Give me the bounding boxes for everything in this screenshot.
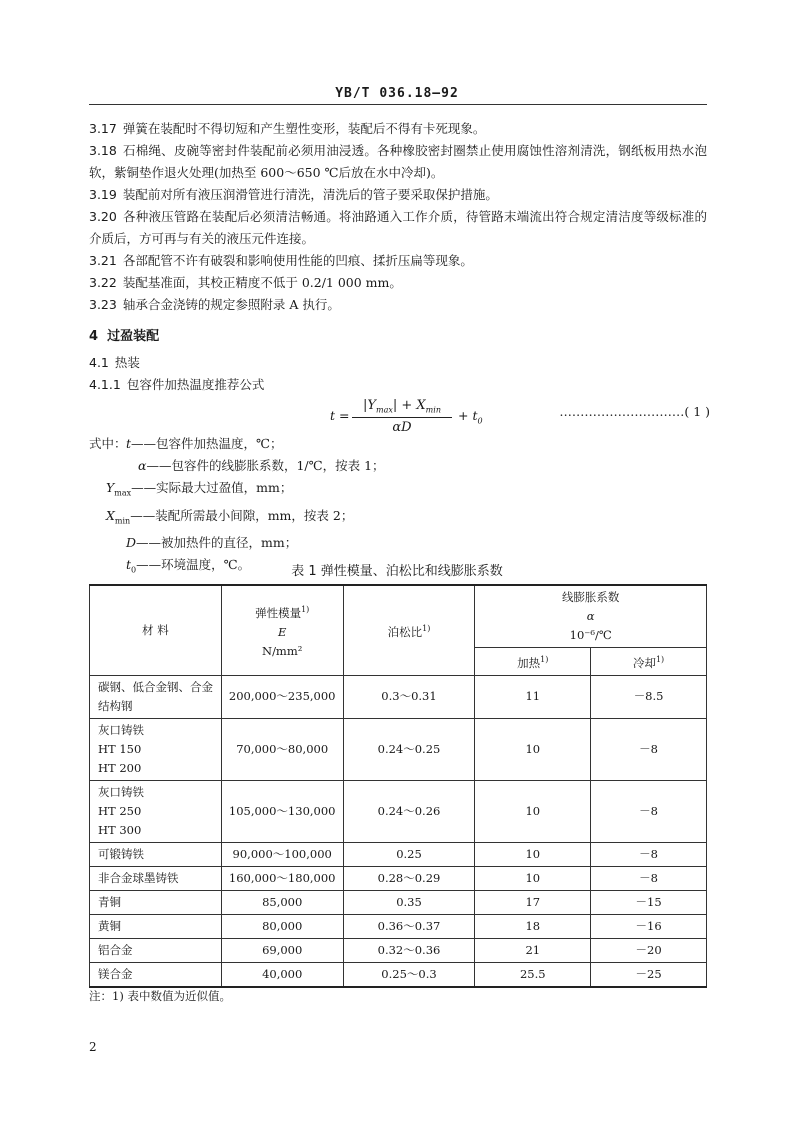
- cell-cooling: －16: [591, 914, 707, 938]
- cell-material: 镁合金: [90, 962, 222, 987]
- cell-cooling: －20: [591, 938, 707, 962]
- table-row: [90, 675, 707, 718]
- clause-number: 3.20: [89, 209, 117, 224]
- cell-poisson: 0.25～0.3: [343, 962, 475, 987]
- cell-poisson: 0.24～0.26: [343, 780, 475, 842]
- cell-material: 灰口铸铁 HT 250 HT 300: [90, 780, 222, 842]
- clause-3-23: [89, 294, 707, 316]
- cell-modulus: 200,000～235,000: [221, 675, 343, 718]
- header-poisson: 泊松比$^{1)}$: [343, 585, 475, 675]
- cell-heating: 10: [475, 866, 591, 890]
- table-row: [90, 780, 707, 842]
- variable-t: t——包容件加热温度，℃；: [126, 436, 283, 451]
- cell-material: 灰口铸铁 HT 150 HT 200: [90, 718, 222, 780]
- cell-poisson: 0.24～0.25: [343, 718, 475, 780]
- cell-cooling: －8: [591, 842, 707, 866]
- cell-poisson: 0.28～0.29: [343, 866, 475, 890]
- cell-modulus: 80,000: [221, 914, 343, 938]
- section-title: 过盈装配: [107, 329, 160, 344]
- clause-number: 3.17: [89, 121, 117, 136]
- clause-text: 各种液压管路在装配后必须清洁畅通。将油路通入工作介质，待管路末端流出符合规定清洁度等级标准的介质后，方可再与有关的液压元件连接。: [89, 209, 707, 246]
- section-number: 4: [89, 329, 99, 344]
- cell-material: 黄铜: [90, 914, 222, 938]
- cell-poisson: 0.32～0.36: [343, 938, 475, 962]
- cell-modulus: 40,000: [221, 962, 343, 987]
- cell-heating: 10: [475, 718, 591, 780]
- cell-modulus: 90,000～100,000: [221, 842, 343, 866]
- table-row: [90, 718, 707, 780]
- table-row: [90, 962, 707, 987]
- header-cooling: 冷却$^{1)}$: [591, 648, 707, 676]
- subsection-number: 4.1.1: [89, 377, 121, 392]
- subsection-title: 热装: [114, 355, 140, 370]
- clause-text: 石棉绳、皮碗等密封件装配前必须用油浸透。各种橡胶密封圈禁止使用腐蚀性溶剂清洗，钢纸板用热水泡软，紫铜垫作退火处理(加热至 600～650 ℃后放在水中冷却)。: [89, 143, 707, 180]
- clause-text: 各部配管不许有破裂和影响使用性能的凹痕、揉折压扁等现象。: [122, 253, 473, 268]
- cell-heating: 25.5: [475, 962, 591, 987]
- cell-cooling: －8: [591, 780, 707, 842]
- cell-cooling: －8: [591, 866, 707, 890]
- clause-number: 3.23: [89, 297, 117, 312]
- table-row: [90, 890, 707, 914]
- clause-3-19: [89, 184, 707, 206]
- table-1: [89, 584, 707, 988]
- formula-lhs: t =: [330, 408, 350, 423]
- formula-tail: + $t_0$: [458, 408, 483, 426]
- clause-text: 轴承合金浇铸的规定参照附录 A 执行。: [122, 297, 340, 312]
- clause-3-22: [89, 272, 707, 294]
- table-row: [90, 842, 707, 866]
- cell-modulus: 70,000～80,000: [221, 718, 343, 780]
- cell-heating: 21: [475, 938, 591, 962]
- formula-fraction: [352, 398, 452, 435]
- cell-poisson: 0.35: [343, 890, 475, 914]
- cell-material: 非合金球墨铸铁: [90, 866, 222, 890]
- clause-3-21: [89, 250, 707, 272]
- cell-heating: 17: [475, 890, 591, 914]
- cell-cooling: －8.5: [591, 675, 707, 718]
- table-header-row: [90, 585, 707, 648]
- header-expansion: 线膨胀系数 α 10⁻⁶/℃: [475, 585, 707, 648]
- header-rule: [89, 104, 707, 105]
- cell-modulus: 69,000: [221, 938, 343, 962]
- table-row: [90, 866, 707, 890]
- variable-t0: $t_0——$环境温度，℃。: [126, 557, 251, 575]
- cell-heating: 10: [475, 780, 591, 842]
- page-number: 2: [89, 1040, 97, 1054]
- cell-material: 碳钢、低合金钢、合金 结构钢: [90, 675, 222, 718]
- cell-heating: 10: [475, 842, 591, 866]
- variable-ymax: $Y_{max}——$实际最大过盈值，mm；: [106, 480, 293, 498]
- document-header: YB/T 036.18—92: [335, 86, 459, 101]
- cell-cooling: －8: [591, 718, 707, 780]
- clause-text: 弹簧在装配时不得切短和产生塑性变形，装配后不得有卡死现象。: [122, 121, 486, 136]
- cell-modulus: 105,000～130,000: [221, 780, 343, 842]
- table-row: [90, 914, 707, 938]
- clause-number: 3.22: [89, 275, 117, 290]
- cell-poisson: 0.3～0.31: [343, 675, 475, 718]
- clause-text: 装配基准面，其校正精度不低于 0.2/1 000 mm。: [122, 275, 402, 290]
- table-1-caption: 表 1 弹性模量、泊松比和线膨胀系数: [291, 564, 503, 579]
- table-note: 注：1) 表中数值为近似值。: [89, 989, 231, 1003]
- clause-3-17: [89, 118, 707, 140]
- cell-poisson: 0.36～0.37: [343, 914, 475, 938]
- header-heating: 加热$^{1)}$: [475, 648, 591, 676]
- formula-equation-number: …………………………( 1 ): [559, 404, 710, 419]
- cell-heating: 18: [475, 914, 591, 938]
- cell-cooling: －15: [591, 890, 707, 914]
- clause-3-20: [89, 206, 707, 250]
- header-modulus: 弹性模量$^{1)}$ E N/mm²: [221, 585, 343, 675]
- formula-numerator: $|Y_{max}| + X_{min}$: [352, 398, 452, 418]
- section-4-heading: [89, 325, 159, 344]
- cell-modulus: 85,000: [221, 890, 343, 914]
- cell-material: 可锻铸铁: [90, 842, 222, 866]
- subsection-title: 包容件加热温度推荐公式: [126, 377, 265, 392]
- clause-number: 3.19: [89, 187, 117, 202]
- cell-cooling: －25: [591, 962, 707, 987]
- header-material: 材 料: [90, 585, 222, 675]
- variable-alpha: α——包容件的线膨胀系数，1/℃，按表 1；: [138, 458, 385, 473]
- cell-modulus: 160,000～180,000: [221, 866, 343, 890]
- subsection-4-1: [89, 352, 707, 374]
- formula-denominator: αD: [392, 419, 412, 435]
- table-row: [90, 938, 707, 962]
- variable-d: D——被加热件的直径，mm；: [126, 535, 298, 550]
- clause-text: 装配前对所有液压润滑管进行清洗，清洗后的管子要采取保护措施。: [122, 187, 498, 202]
- clause-number: 3.21: [89, 253, 117, 268]
- cell-material: 铝合金: [90, 938, 222, 962]
- cell-material: 青铜: [90, 890, 222, 914]
- clause-number: 3.18: [89, 143, 117, 158]
- clause-3-18: [89, 140, 707, 184]
- subsection-4-1-1: [89, 374, 707, 396]
- cell-heating: 11: [475, 675, 591, 718]
- subsection-number: 4.1: [89, 355, 109, 370]
- cell-poisson: 0.25: [343, 842, 475, 866]
- variable-xmin: $X_{min}——$装配所需最小间隙，mm，按表 2；: [106, 507, 354, 525]
- heating-temperature-formula: [330, 398, 710, 438]
- where-lead: 式中：: [89, 436, 127, 451]
